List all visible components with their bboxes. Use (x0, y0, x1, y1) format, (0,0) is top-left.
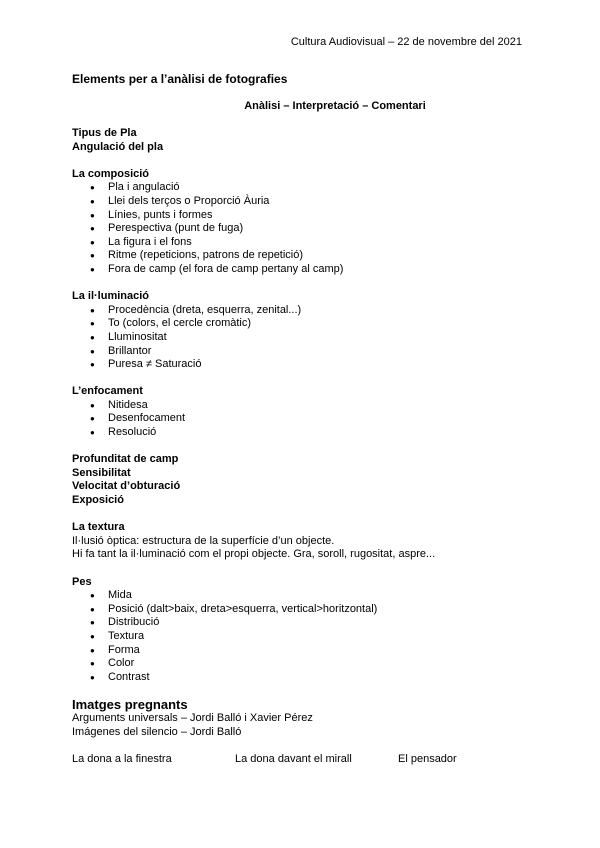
page-header: Cultura Audiovisual – 22 de novembre del 2021 (290, 36, 522, 48)
section-heading-illuminacio: La il·luminació (72, 290, 150, 303)
pes-list (72, 589, 542, 684)
section-heading-pes: Pes (72, 575, 92, 588)
list-item: ● Brillantor (72, 345, 542, 359)
list-item: ● Perespectiva (punt de fuga) (72, 222, 542, 236)
list-item: ● Puresa ≠ Saturació (72, 358, 542, 372)
list-item: ● Desenfocament (72, 412, 542, 426)
section-heading-enfocament: L’enfocament (72, 385, 143, 398)
list-item: ● Posició (dalt>baix, dreta>esquerra, vertical>horitzontal) (72, 603, 542, 617)
textura-line: Il·lusió òptica: estructura de la superfície d’un objecte. (72, 534, 335, 547)
list-item: ● Distribució (72, 616, 542, 630)
list-item: ● Ritme (repeticions, patrons de repetició) (72, 249, 542, 263)
document-body (72, 127, 542, 767)
topic-profunditat: Profunditat de camp (72, 453, 179, 466)
section-heading-textura: La textura (72, 521, 125, 534)
list-item: ● Color (72, 657, 542, 671)
list-item: ● To (colors, el cercle cromàtic) (72, 317, 542, 331)
list-item: ● Resolució (72, 426, 542, 440)
list-item: ● Llei dels terços o Proporció Àuria (72, 195, 542, 209)
enfocament-list (72, 399, 542, 440)
topic-exposicio: Exposició (72, 494, 124, 507)
list-item: ● Forma (72, 644, 542, 658)
composicio-list (72, 181, 542, 276)
list-item: ● La figura i el fons (72, 236, 542, 250)
list-item: ● Pla i angulació (72, 181, 542, 195)
illuminacio-list (72, 304, 542, 372)
topic-angulacio: Angulació del pla (72, 140, 164, 153)
examples-row (72, 753, 542, 767)
list-item: ● Textura (72, 630, 542, 644)
list-item: ● Fora de camp (el fora de camp pertany al camp) (72, 263, 542, 277)
list-item: ● Lluminositat (72, 331, 542, 345)
list-item: ● Línies, punts i formes (72, 209, 542, 223)
example-item: La dona a la finestra (72, 753, 172, 766)
topic-sensibilitat: Sensibilitat (72, 466, 131, 479)
topic-velocitat: Velocitat d’obturació (72, 480, 181, 493)
reference-line: Arguments universals – Jordi Balló i Xavier Pérez (72, 712, 313, 725)
topic-tipus-pla: Tipus de Pla (72, 127, 137, 139)
example-item: El pensador (398, 753, 457, 766)
list-item: ● Mida (72, 589, 542, 603)
list-item: ● Contrast (72, 671, 542, 685)
document-subtitle: Anàlisi – Interpretació – Comentari (244, 100, 426, 112)
reference-line: Imágenes del silencio – Jordi Balló (72, 725, 242, 738)
document-title: Elements per a l’anàlisi de fotografies (72, 72, 288, 86)
section-heading-pregnants: Imatges pregnants (72, 697, 188, 713)
example-item: La dona davant el mirall (235, 753, 352, 766)
list-item: ● Procedència (dreta, esquerra, zenital...) (72, 304, 542, 318)
section-heading-composicio: La composició (72, 167, 150, 180)
list-item: ● Nitidesa (72, 399, 542, 413)
textura-line: Hi fa tant la il·luminació com el propi objecte. Gra, soroll, rugositat, aspre... (72, 548, 436, 561)
